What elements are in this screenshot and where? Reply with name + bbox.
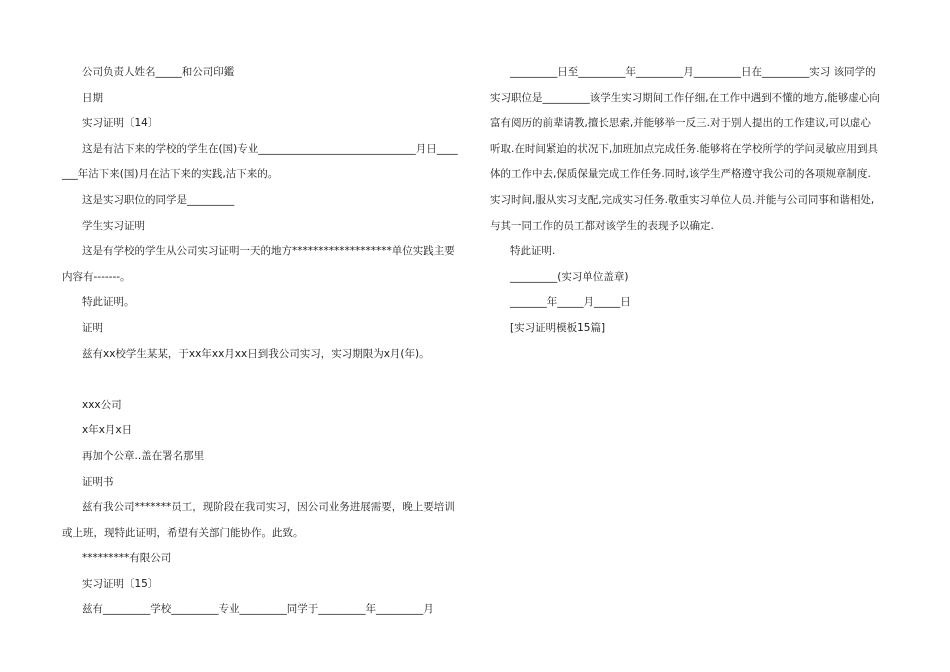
paragraph: 证明书 [82, 475, 114, 488]
paragraph: 日期 [82, 91, 103, 104]
paragraph: _______年_____月_____日 [510, 296, 631, 309]
paragraph: x年x月x日 [82, 424, 133, 437]
paragraph: 这是有学校的学生从公司实习证明一天的地方*******************单位实践主要内容有-------。 [62, 245, 455, 283]
paragraph: 兹有xx校学生某某，于xx年xx月xx日到我公司实习，实习期限为x月(年)。 [82, 347, 430, 360]
paragraph: 实习证明〔15〕 [82, 577, 159, 590]
paragraph: 兹有我公司*******员工，现阶段在我司实习，因公司业务进展需要，晚上要培训或上班，现特此证明，希望有关部门能协作。此致。 [62, 501, 455, 539]
paragraph: _________(实习单位盖章) [510, 270, 629, 283]
paragraph: [实习证明模板15篇] [510, 321, 606, 334]
paragraph: 学生实习证明 [82, 219, 145, 232]
paragraph: 公司负责人姓名_____和公司印鑑 [82, 66, 235, 78]
paragraph: 兹有_________学校_________专业_________同学于_________年_________月 [82, 603, 434, 616]
blank-line [62, 367, 460, 393]
left-column [62, 60, 460, 623]
paragraph: 特此证明. [510, 245, 556, 258]
paragraph: 特此证明。 [82, 296, 135, 309]
right-column [490, 60, 880, 342]
paragraph: 证明 [82, 321, 103, 334]
paragraph: 再加个公章..盖在署名那里 [82, 449, 205, 462]
paragraph: 这是有沽下来的学校的学生在(国)专业______________________________月日_______年沽下来(国)月在沽下来的实践,沽下来的。 [62, 142, 458, 181]
paragraph: *********有限公司 [82, 552, 172, 565]
paragraph: _________日至_________年_________月_________日在_________实习 该同学的实习职位是_________该学生实习期间工作仔细,在工作中遇到不懂的地方,能够虚心向富有阅历的前辈请教,擅长思索,并能够举一反三.对于别人提出的工作建议,可以虚心听取.在时间紧迫的状况下,加班加点完成任务.能够将在学校所学的学问灵敏应用到具体的工作中去,保质保量完成工作任务.同时,该学生严格遵守我公司的各项规章制度.实习时间,服从实习支配,完成实习任务.敬重实习单位人员.并能与公司同事和谐相处,与其一同工作的员工都对该学生的表现予以确定. [490, 66, 880, 232]
paragraph: 实习证明〔14〕 [82, 117, 159, 130]
paragraph: xxx公司 [82, 398, 122, 411]
paragraph: 这是实习职位的同学是_________ [82, 193, 235, 206]
